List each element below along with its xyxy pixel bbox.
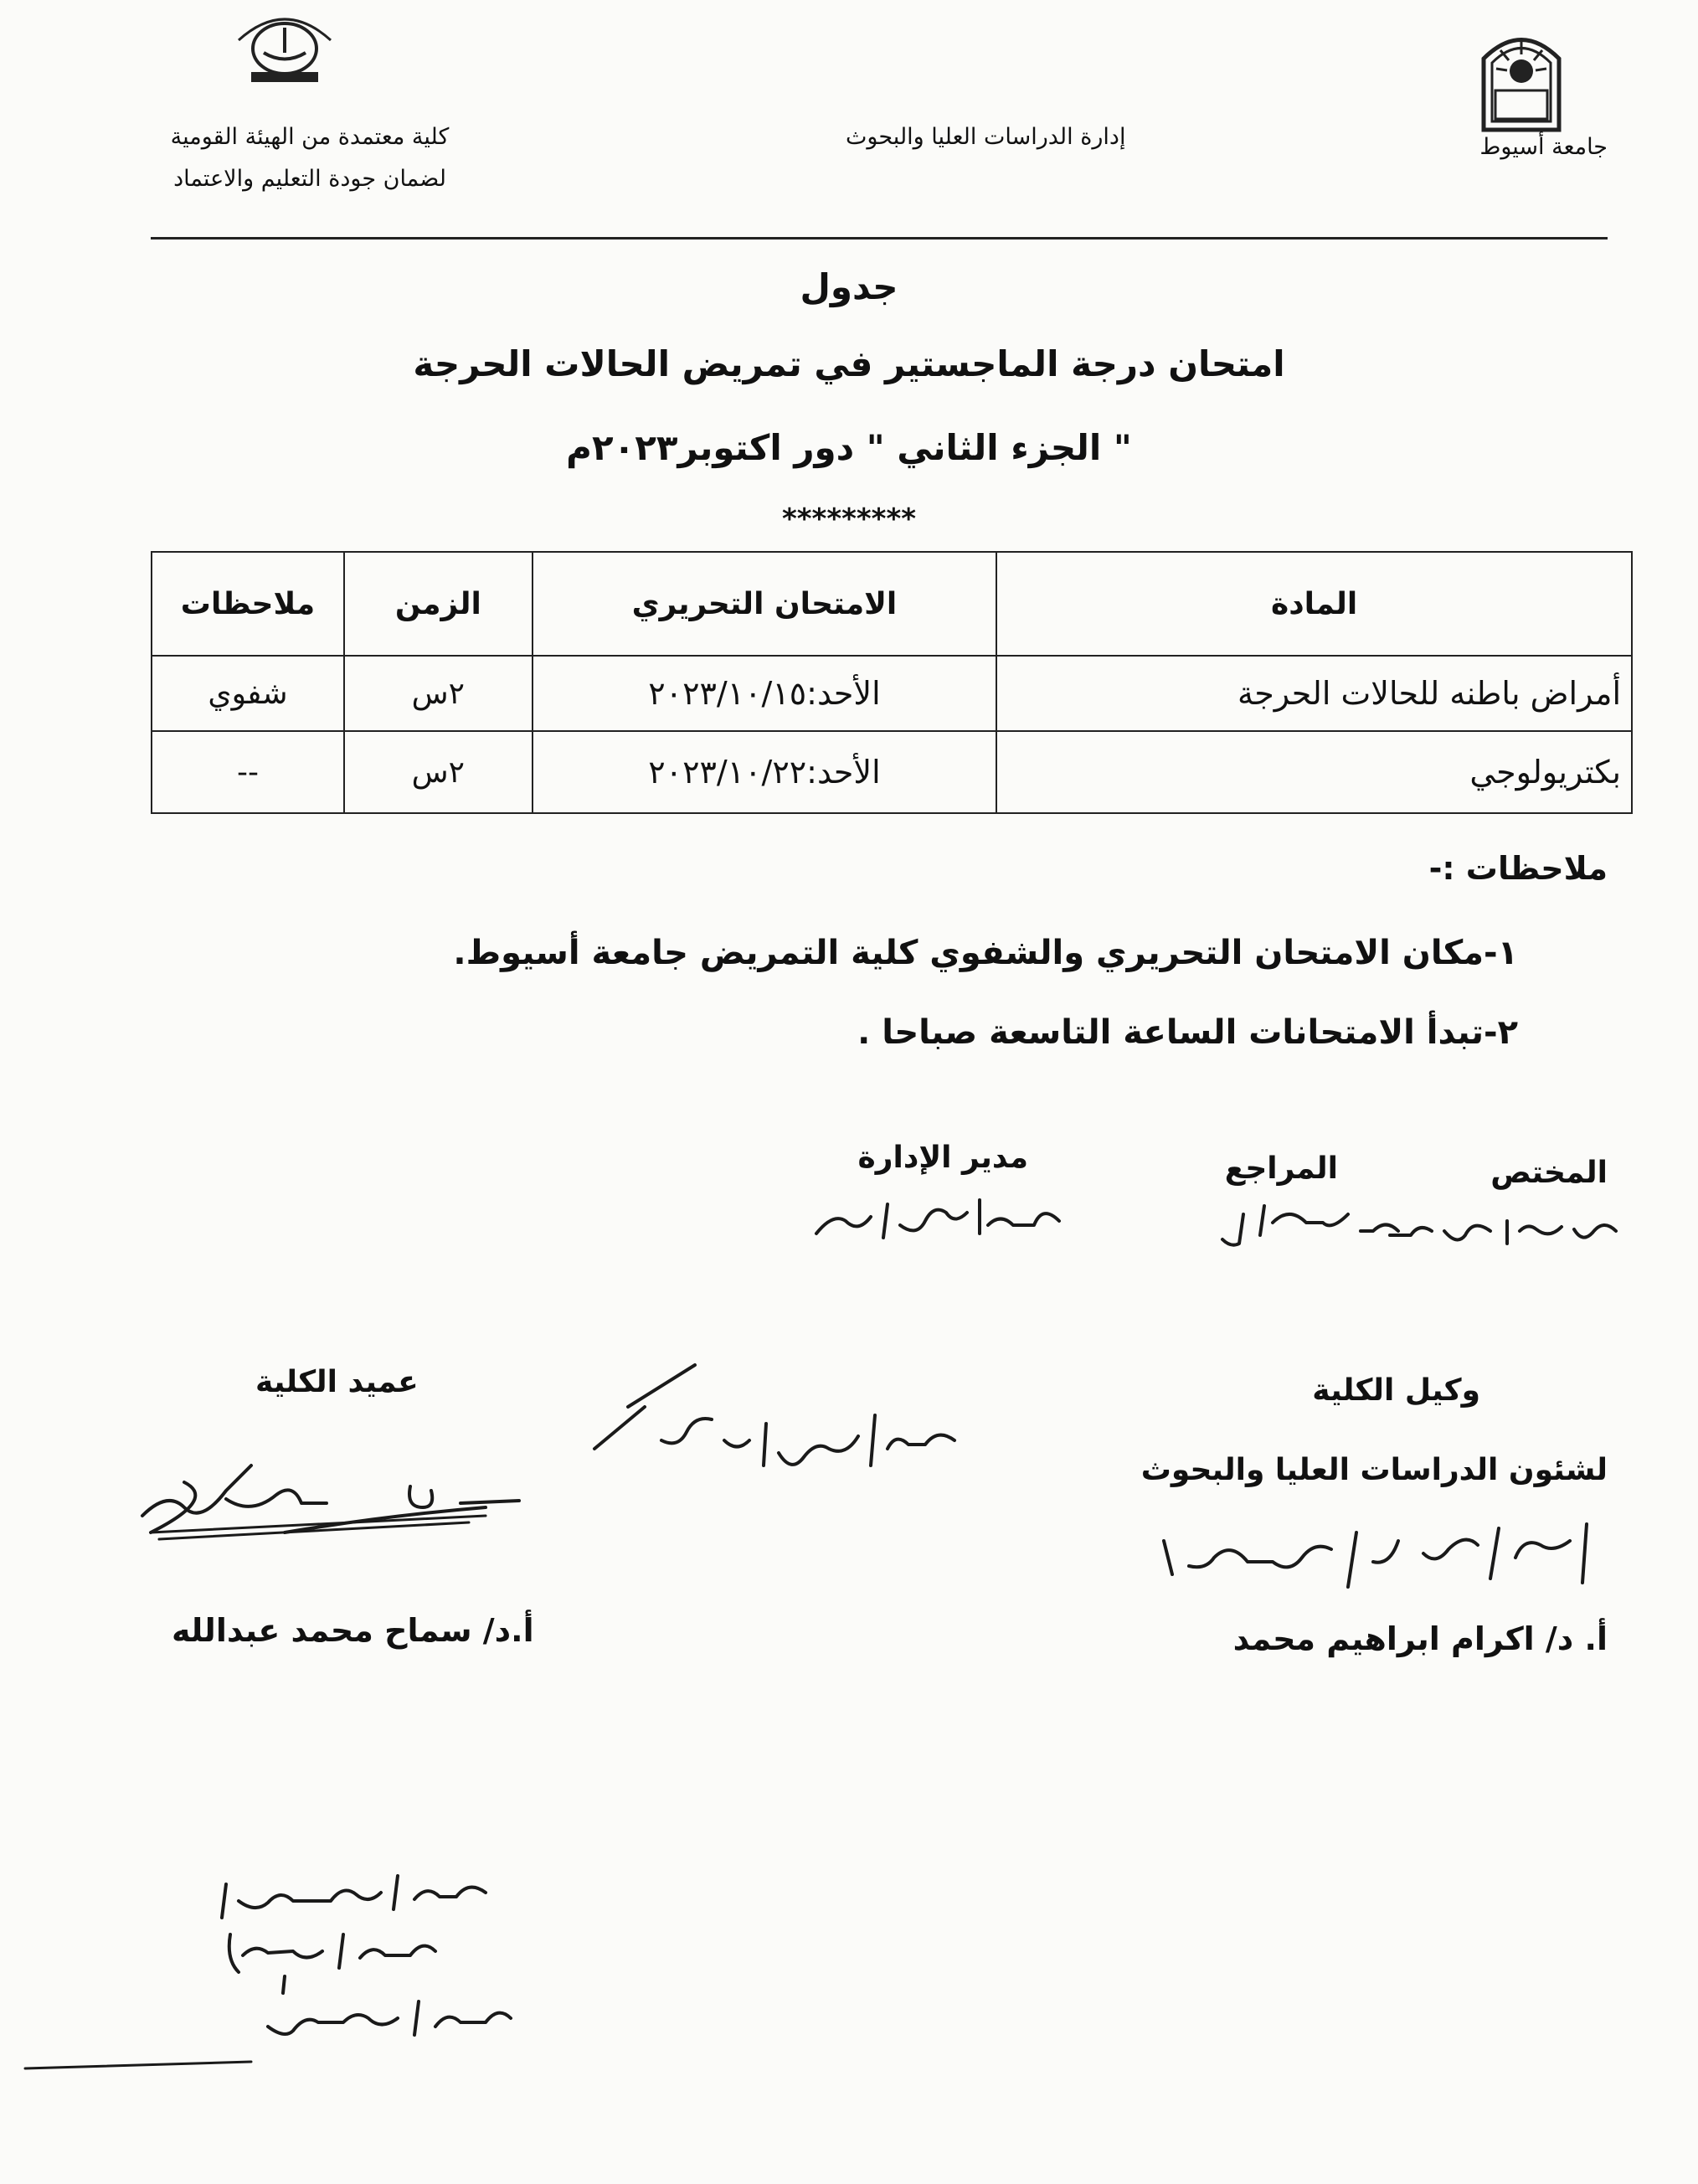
- col-duration: الزمن: [344, 552, 533, 656]
- handwritten-specialist-signature: [1373, 1206, 1624, 1256]
- row-notes: --: [152, 731, 344, 813]
- row-subject: بكتريولوجي: [996, 731, 1632, 813]
- handwritten-manager-signature: [800, 1187, 1068, 1263]
- notes-heading: ملاحظات :-: [1428, 850, 1608, 887]
- accreditation-line-2: لضمان جودة التعليم والاعتماد: [173, 166, 446, 192]
- row-subject: أمراض باطنه للحالات الحرجة: [996, 656, 1632, 731]
- faculty-logo: [230, 7, 339, 86]
- row-date: الأحد:٢٠٢٣/١٠/١٥: [533, 656, 996, 731]
- handwritten-approval-block: [17, 1859, 519, 2077]
- exam-title: امتحان درجة الماجستير في تمريض الحالات الحرجة: [413, 343, 1285, 384]
- vice-dean-affairs: لشئون الدراسات العليا والبحوث: [1140, 1453, 1608, 1487]
- row-notes: شفوي: [152, 656, 344, 731]
- university-logo-graphic: [1467, 25, 1576, 134]
- row-duration: ٢س: [344, 656, 533, 731]
- vice-dean-name: أ. د/ اكرام ابراهيم محمد: [1232, 1620, 1608, 1657]
- accreditation-line-1: كلية معتمدة من الهيئة القومية: [170, 124, 450, 150]
- exam-session: " الجزء الثاني " دور اكتوبر٢٠٢٣م: [566, 427, 1132, 468]
- title-stars: *********: [781, 502, 917, 536]
- note-item-2: ٢-تبدأ الامتحانات الساعة التاسعة صباحا .: [857, 1013, 1518, 1052]
- col-written-exam: الامتحان التحريري: [533, 552, 996, 656]
- dean-label: عميد الكلية: [255, 1365, 419, 1399]
- note-item-1: ١-مكان الامتحان التحريري والشفوي كلية التمريض جامعة أسيوط.: [453, 934, 1518, 972]
- col-notes: ملاحظات: [152, 552, 344, 656]
- university-name: جامعة أسيوط: [1479, 134, 1608, 160]
- row-duration: ٢س: [344, 731, 533, 813]
- university-logo: [1467, 25, 1576, 134]
- table-row: [152, 731, 1632, 813]
- admin-manager-label: مدير الإدارة: [857, 1141, 1028, 1175]
- handwritten-reviewer-signature: [1206, 1198, 1407, 1256]
- exam-table: [151, 551, 1633, 814]
- faculty-logo-graphic: [230, 7, 339, 86]
- table-header-row: [152, 552, 1632, 656]
- handwritten-council-note: [578, 1357, 963, 1499]
- col-subject: المادة: [996, 552, 1632, 656]
- reviewer-label: المراجع: [1224, 1151, 1338, 1186]
- row-date: الأحد:٢٠٢٣/١٠/٢٢: [533, 731, 996, 813]
- vice-dean-label: وكيل الكلية: [1312, 1373, 1480, 1408]
- department-name: إدارة الدراسات العليا والبحوث: [846, 124, 1126, 150]
- dean-name: أ.د/ سماح محمد عبدالله: [172, 1612, 534, 1649]
- specialist-label: المختص: [1490, 1156, 1608, 1190]
- doc-title: جدول: [800, 266, 898, 307]
- handwritten-dean-signature: [134, 1449, 527, 1541]
- handwritten-vice-dean-signature: [1147, 1507, 1599, 1599]
- header-divider: [151, 237, 1608, 240]
- table-row: [152, 656, 1632, 731]
